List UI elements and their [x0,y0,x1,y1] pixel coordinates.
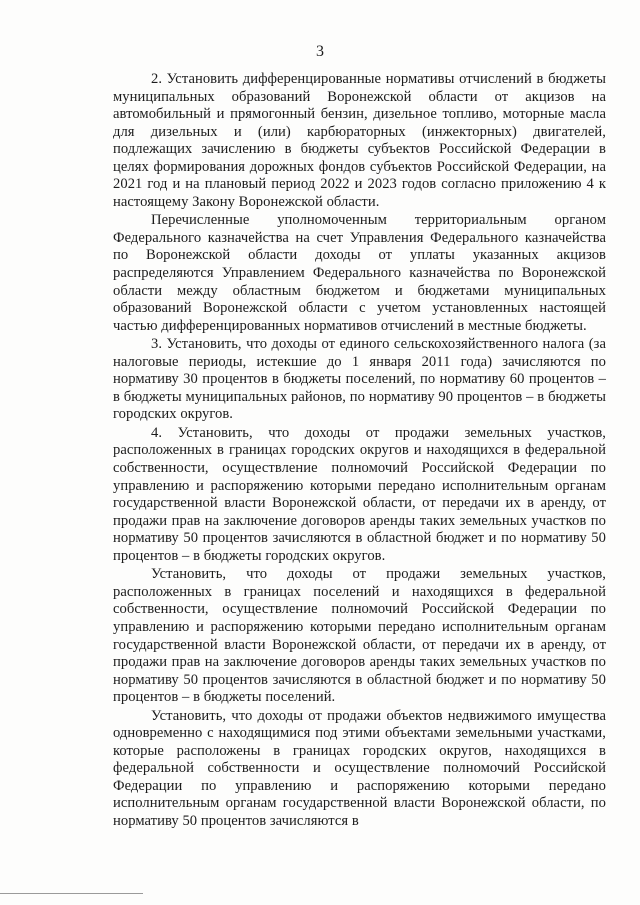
page-number: 3 [316,43,324,60]
paragraph-budget-norms: 2. Установить дифференцированные нормативы отчислений в бюджеты муниципальных образований Воронежской области от акцизов на автомобильный и прямогонный бензин, дизельное топливо, моторные масла для дизельных и (или) карбюраторных (инжекторных) двигателей, подлежащих зачислению в бюджеты субъектов Российской Федерации в целях формирования дорожных фондов субъектов Российской Федерации, на 2021 год и на плановый период 2022 и 2023 годов согласно приложению 4 к настоящему Закону Воронежской области. [113,71,606,210]
paragraph-excise-distribution: Перечисленные уполномоченным территориальным органом Федерального казначейства на счет Управления Федерального казначейства по Воронежской области доходы от уплаты указанных акцизов распределяются Управлением Федерального казначейства по Воронежской области между областным бюджетом и бюджетами муниципальных образований Воронежской области с учетом установленных настоящей частью дифференцированных нормативов отчислений в местные бюджеты. [113,212,606,334]
paragraph-agricultural-tax: 3. Установить, что доходы от единого сельскохозяйственного налога (за налоговые периоды, истекшие до 1 января 2011 года) зачисляются по нормативу 30 процентов в бюджеты поселений, по нормативу 60 процентов – в бюджеты муниципальных районов, по нормативу 90 процентов – в бюджеты городских округов. [113,336,606,423]
footer-rule [0,893,143,894]
document-body [113,71,606,832]
paragraph-land-sales-city-districts: 4. Установить, что доходы от продажи земельных участков, расположенных в границах городских округов и находящихся в федеральной собственности, осуществление полномочий Российской Федерации по управлению и распоряжению которыми передано исполнительным органам государственной власти Воронежской области, от передачи их в аренду, от продажи прав на заключение договоров аренды таких земельных участков по нормативу 50 процентов зачисляются в областной бюджет и по нормативу 50 процентов – в бюджеты городских округов. [113,424,606,564]
paragraph-land-sales-settlements: Установить, что доходы от продажи земельных участков, расположенных в границах поселений и находящихся в федеральной собственности, осуществление полномочий Российской Федерации по управлению и распоряжению которыми передано исполнительным органам государственной власти Воронежской области, от передачи их в аренду, от продажи прав на заключение договоров аренды таких земельных участков по нормативу 50 процентов зачисляются в областной бюджет и по нормативу 50 процентов – в бюджеты поселений. [113,566,606,706]
paragraph-real-estate-sales: Установить, что доходы от продажи объектов недвижимого имущества одновременно с находящимися под этими объектами земельными участками, которые расположены в границах городских округов, находящихся в федеральной собственности и осуществление полномочий Российской Федерации по управлению и распоряжению которыми передано исполнительным органам государственной власти Воронежской области, по нормативу 50 процентов зачисляются в [113,707,606,829]
